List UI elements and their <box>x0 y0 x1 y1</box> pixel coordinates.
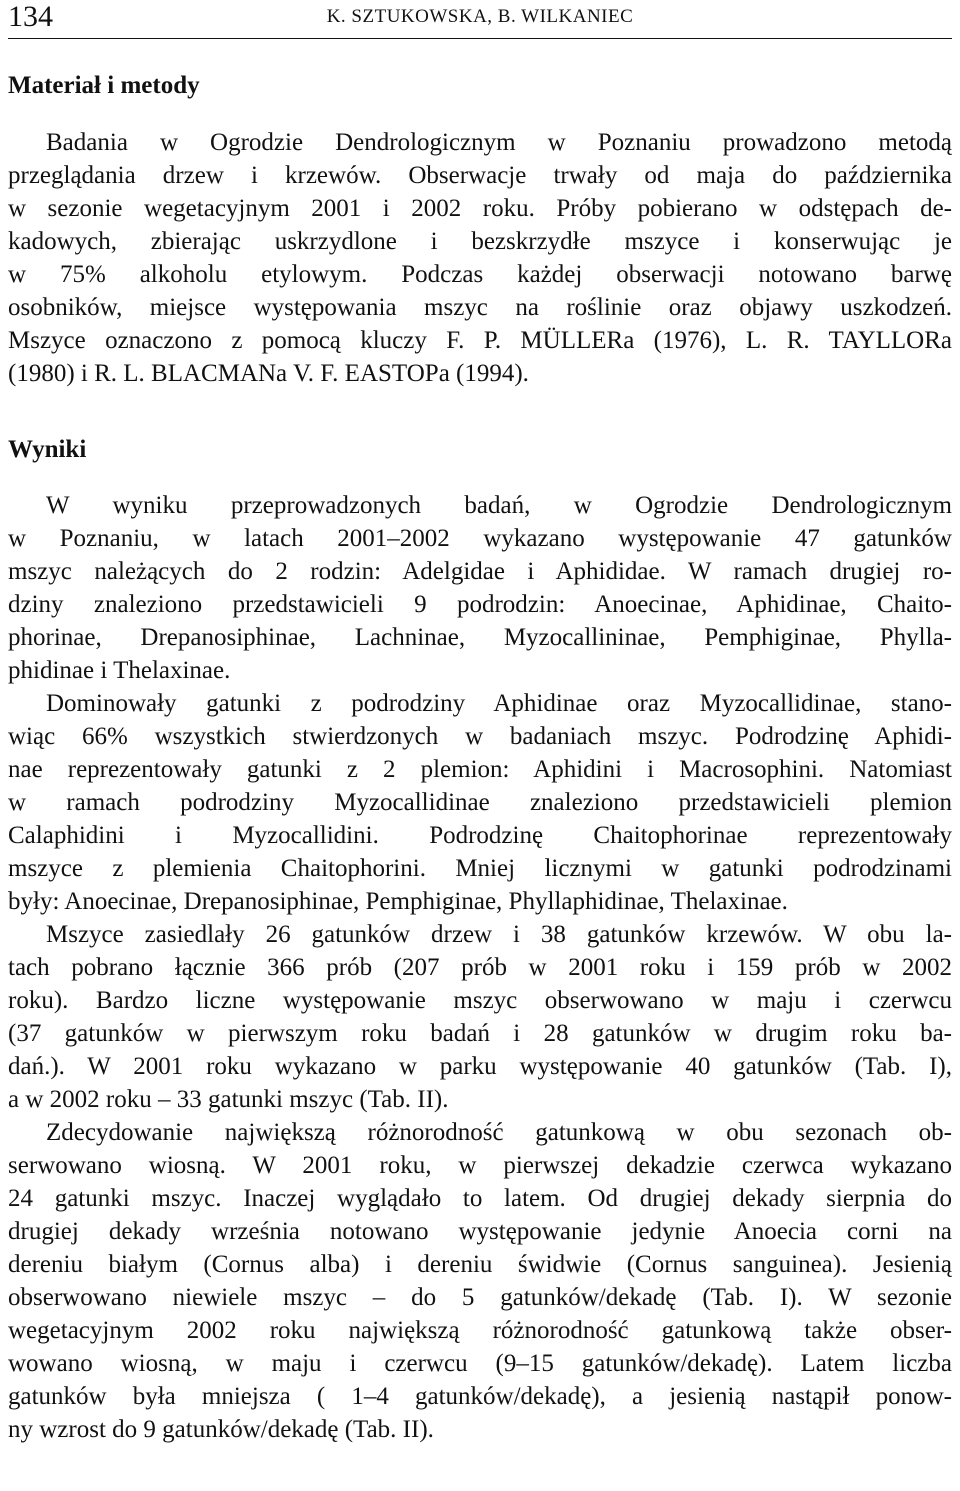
text-line: Badania w Ogrodzie Dendrologicznym w Poznaniu prowadzono metodą <box>46 129 952 156</box>
methods-paragraph <box>8 126 952 390</box>
text-line: Dominowały gatunki z podrodziny Aphidinae oraz Myzocallidinae, stano- <box>46 690 952 717</box>
text-line: roku). Bardzo liczne występowanie mszyc obserwowano w maju i czerwcu <box>8 987 952 1014</box>
text-line: mszyc należących do 2 rodzin: Adelgidae i Aphididae. W ramach drugiej ro- <box>8 558 952 585</box>
text-line: drugiej dekady września notowano występowanie jedynie Anoecia corni na <box>8 1218 952 1245</box>
text-line: 24 gatunki mszyc. Inaczej wyglądało to latem. Od drugiej dekady sierpnia do <box>8 1185 952 1212</box>
section-heading-results: Wyniki <box>8 436 87 463</box>
text-line: dań.). W 2001 roku wykazano w parku występowanie 40 gatunków (Tab. I), <box>8 1053 952 1080</box>
text-line: obserwowano niewiele mszyc – do 5 gatunków/dekadę (Tab. I). W sezonie <box>8 1284 952 1311</box>
text-line: wowano wiosną, w maju i czerwcu (9–15 gatunków/dekadę). Latem liczba <box>8 1350 952 1377</box>
text-line: wiąc 66% wszystkich stwierdzonych w badaniach mszyc. Podrodzinę Aphidi- <box>8 723 952 750</box>
text-line: wegetacyjnym 2002 roku największą różnorodność gatunkową także obser- <box>8 1317 952 1344</box>
text-line: (1980) i R. L. BLACMANa V. F. EASTOPa (1994). <box>8 360 529 387</box>
text-line: gatunków była mniejsza ( 1–4 gatunków/dekadę), a jesienią nastąpił ponow- <box>8 1383 952 1410</box>
text-line: dziny znaleziono przedstawicieli 9 podrodzin: Anoecinae, Aphidinae, Chaito- <box>8 591 952 618</box>
page-number: 134 <box>8 0 53 33</box>
running-header <box>8 0 952 39</box>
text-line: a w 2002 roku – 33 gatunki mszyc (Tab. II). <box>8 1086 449 1113</box>
text-line: phidinae i Thelaxinae. <box>8 657 231 684</box>
text-line: w Poznaniu, w latach 2001–2002 wykazano występowanie 47 gatunków <box>8 525 952 552</box>
text-line: Calaphidini i Myzocallidini. Podrodzinę Chaitophorinae reprezentowały <box>8 822 952 849</box>
section-heading-methods: Materiał i metody <box>8 72 200 99</box>
text-line: kadowych, zbierając uskrzydlone i bezskrzydłe mszyce i konserwując je <box>8 228 952 255</box>
text-line: w ramach podrodziny Myzocallidinae znaleziono przedstawicieli plemion <box>8 789 952 816</box>
text-line: ny wzrost do 9 gatunków/dekadę (Tab. II). <box>8 1416 434 1443</box>
text-line: w 75% alkoholu etylowym. Podczas każdej obserwacji notowano barwę <box>8 261 952 288</box>
text-line: osobników, miejsce występowania mszyc na roślinie oraz objawy uszkodzeń. <box>8 294 952 321</box>
text-line: Mszyce oznaczono z pomocą kluczy F. P. MÜLLERa (1976), L. R. TAYLLORa <box>8 327 952 354</box>
text-line: mszyce z plemienia Chaitophorini. Mniej licznymi w gatunki podrodzinami <box>8 855 952 882</box>
text-line: W wyniku przeprowadzonych badań, w Ogrodzie Dendrologicznym <box>46 492 952 519</box>
text-line: Zdecydowanie największą różnorodność gatunkową w obu sezonach ob- <box>46 1119 952 1146</box>
text-line: Mszyce zasiedlały 26 gatunków drzew i 38 gatunków krzewów. W obu la- <box>46 921 952 948</box>
text-line: (37 gatunków w pierwszym roku badań i 28 gatunków w drugim roku ba- <box>8 1020 952 1047</box>
running-title: K. SZTUKOWSKA, B. WILKANIEC <box>326 6 634 27</box>
text-line: serwowano wiosną. W 2001 roku, w pierwszej dekadzie czerwca wykazano <box>8 1152 952 1179</box>
results-text <box>8 489 952 1446</box>
text-line: były: Anoecinae, Drepanosiphinae, Pemphiginae, Phyllaphidinae, Thelaxinae. <box>8 888 788 915</box>
text-line: nae reprezentowały gatunki z 2 plemion: Aphidini i Macrosophini. Natomiast <box>8 756 952 783</box>
text-line: tach pobrano łącznie 366 prób (207 prób w 2001 roku i 159 prób w 2002 <box>8 954 952 981</box>
text-line: dereniu białym (Cornus alba) i dereniu świdwie (Cornus sanguinea). Jesienią <box>8 1251 952 1278</box>
text-line: w sezonie wegetacyjnym 2001 i 2002 roku. Próby pobierano w odstępach de- <box>8 195 952 222</box>
text-line: przeglądania drzew i krzewów. Obserwacje trwały od maja do października <box>8 162 952 189</box>
text-line: phorinae, Drepanosiphinae, Lachninae, Myzocallininae, Pemphiginae, Phylla- <box>8 624 952 651</box>
